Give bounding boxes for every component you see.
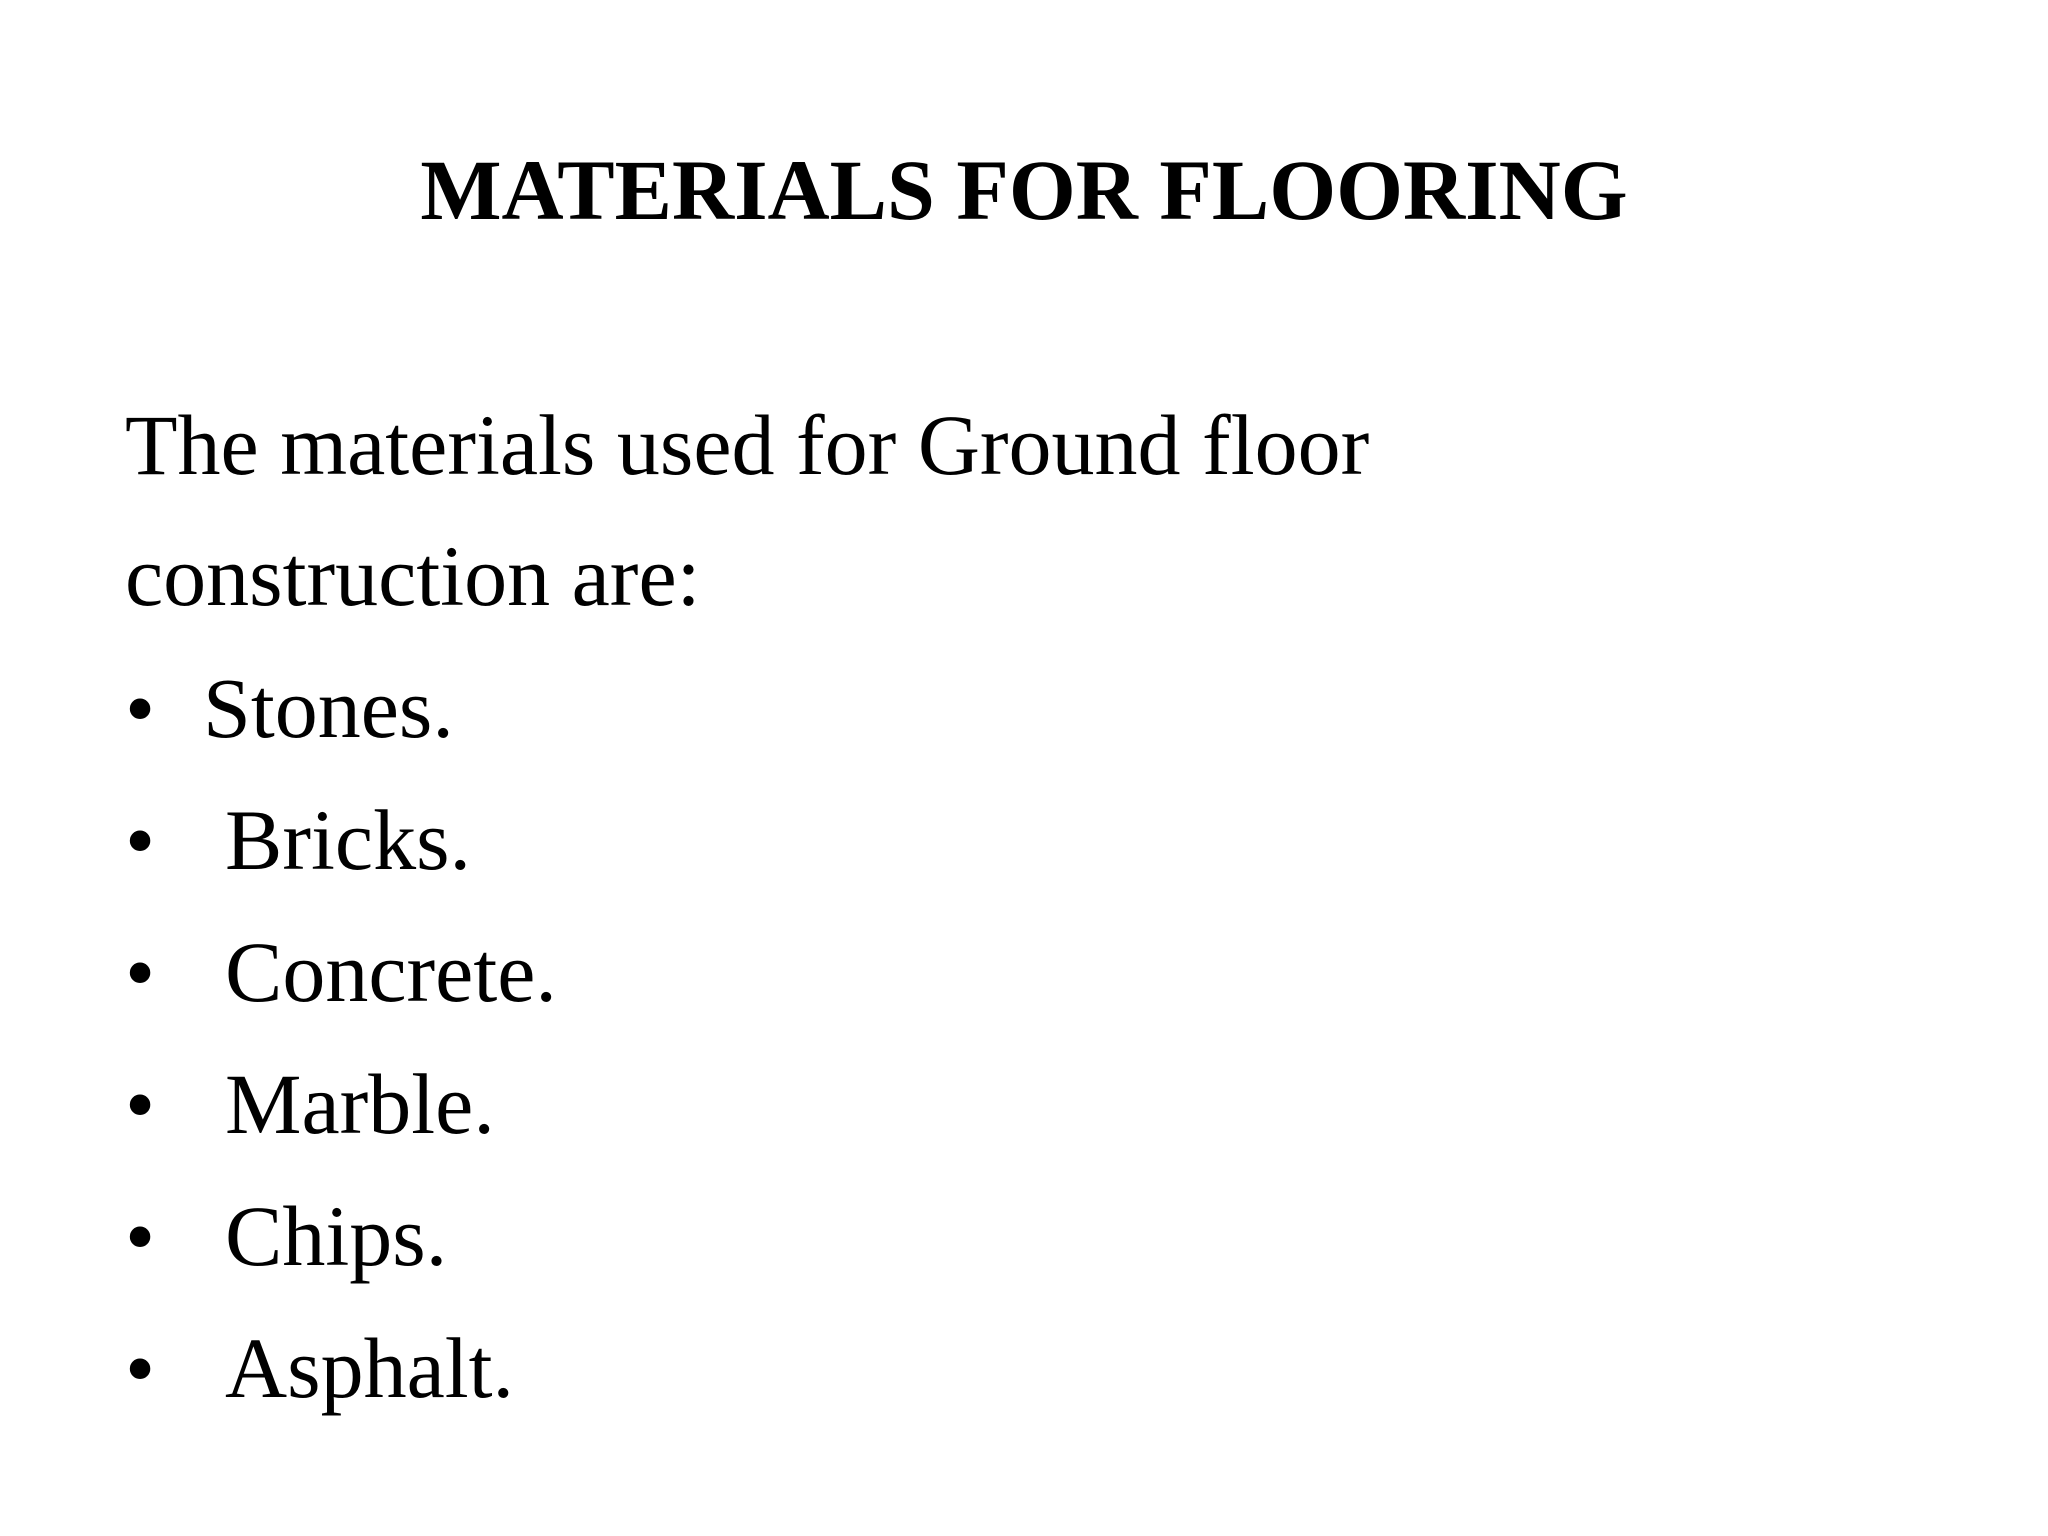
intro-text [125, 380, 1925, 642]
bullet-icon: • [125, 1320, 156, 1416]
slide-title: MATERIALS FOR FLOORING [420, 142, 1628, 238]
list-item [125, 642, 557, 774]
materials-list [125, 642, 557, 1434]
list-item-label: Asphalt. [225, 1320, 515, 1416]
list-item [125, 1170, 557, 1302]
list-item [125, 1038, 557, 1170]
bullet-icon: • [125, 660, 156, 756]
bullet-icon: • [125, 1056, 156, 1152]
list-item-label: Stones. [203, 660, 454, 756]
list-item-label: Marble. [225, 1056, 495, 1152]
list-item-label: Bricks. [225, 792, 472, 888]
intro-line-2: construction are: [125, 528, 701, 624]
list-item-label: Concrete. [225, 924, 557, 1020]
list-item [125, 906, 557, 1038]
bullet-icon: • [125, 1188, 156, 1284]
bullet-icon: • [125, 924, 156, 1020]
intro-line-1: The materials used for Ground floor [125, 397, 1370, 493]
list-item-label: Chips. [225, 1188, 448, 1284]
list-item [125, 1302, 557, 1434]
bullet-icon: • [125, 792, 156, 888]
list-item [125, 774, 557, 906]
